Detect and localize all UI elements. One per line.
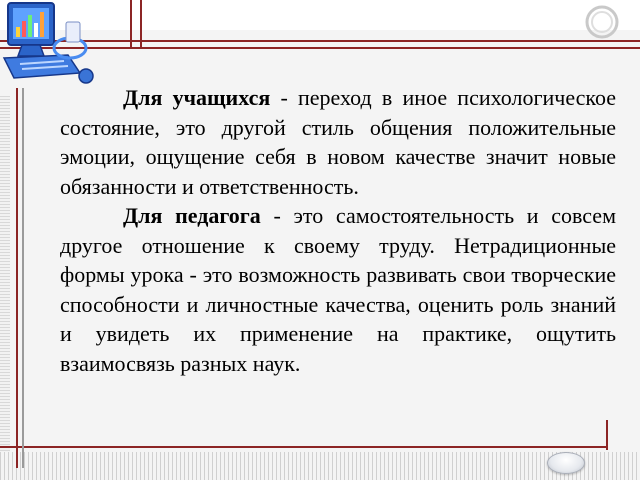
paragraph-text: - переход в иное психологическое состояние, это другой стиль общения положительные эмоции, ощущение себя в новом качестве значит новые обязанности и ответственность. — [60, 85, 617, 199]
frame-line-left-2 — [22, 88, 24, 468]
paragraph-lead: Для педагога — [123, 203, 261, 228]
left-stripe-decoration — [0, 96, 10, 456]
frame-line-bottom — [0, 446, 608, 448]
frame-line-upper-1 — [130, 0, 132, 48]
paragraph-students — [60, 83, 616, 201]
oval-nav-button[interactable] — [547, 452, 585, 474]
computer-monitor-icon — [0, 0, 112, 90]
frame-line-left-1 — [16, 88, 18, 468]
paragraph-lead: Для учащихся — [123, 85, 271, 110]
decorative-ring-icon — [582, 2, 622, 42]
main-text — [60, 83, 616, 378]
paragraph-teacher — [60, 201, 616, 378]
frame-line-upper-2 — [140, 0, 142, 48]
paragraph-text: - это самостоятельность и совсем другое отношение к своему труду. Нетрадиционные формы урока - это возможность развивать свои творческие способности и личностные качества, оценить роль знаний и увидеть их применение на практике, ощутить взаимосвязь разных наук. — [60, 203, 616, 376]
frame-line-right — [606, 420, 608, 450]
bottom-stripe-decoration — [0, 452, 640, 480]
